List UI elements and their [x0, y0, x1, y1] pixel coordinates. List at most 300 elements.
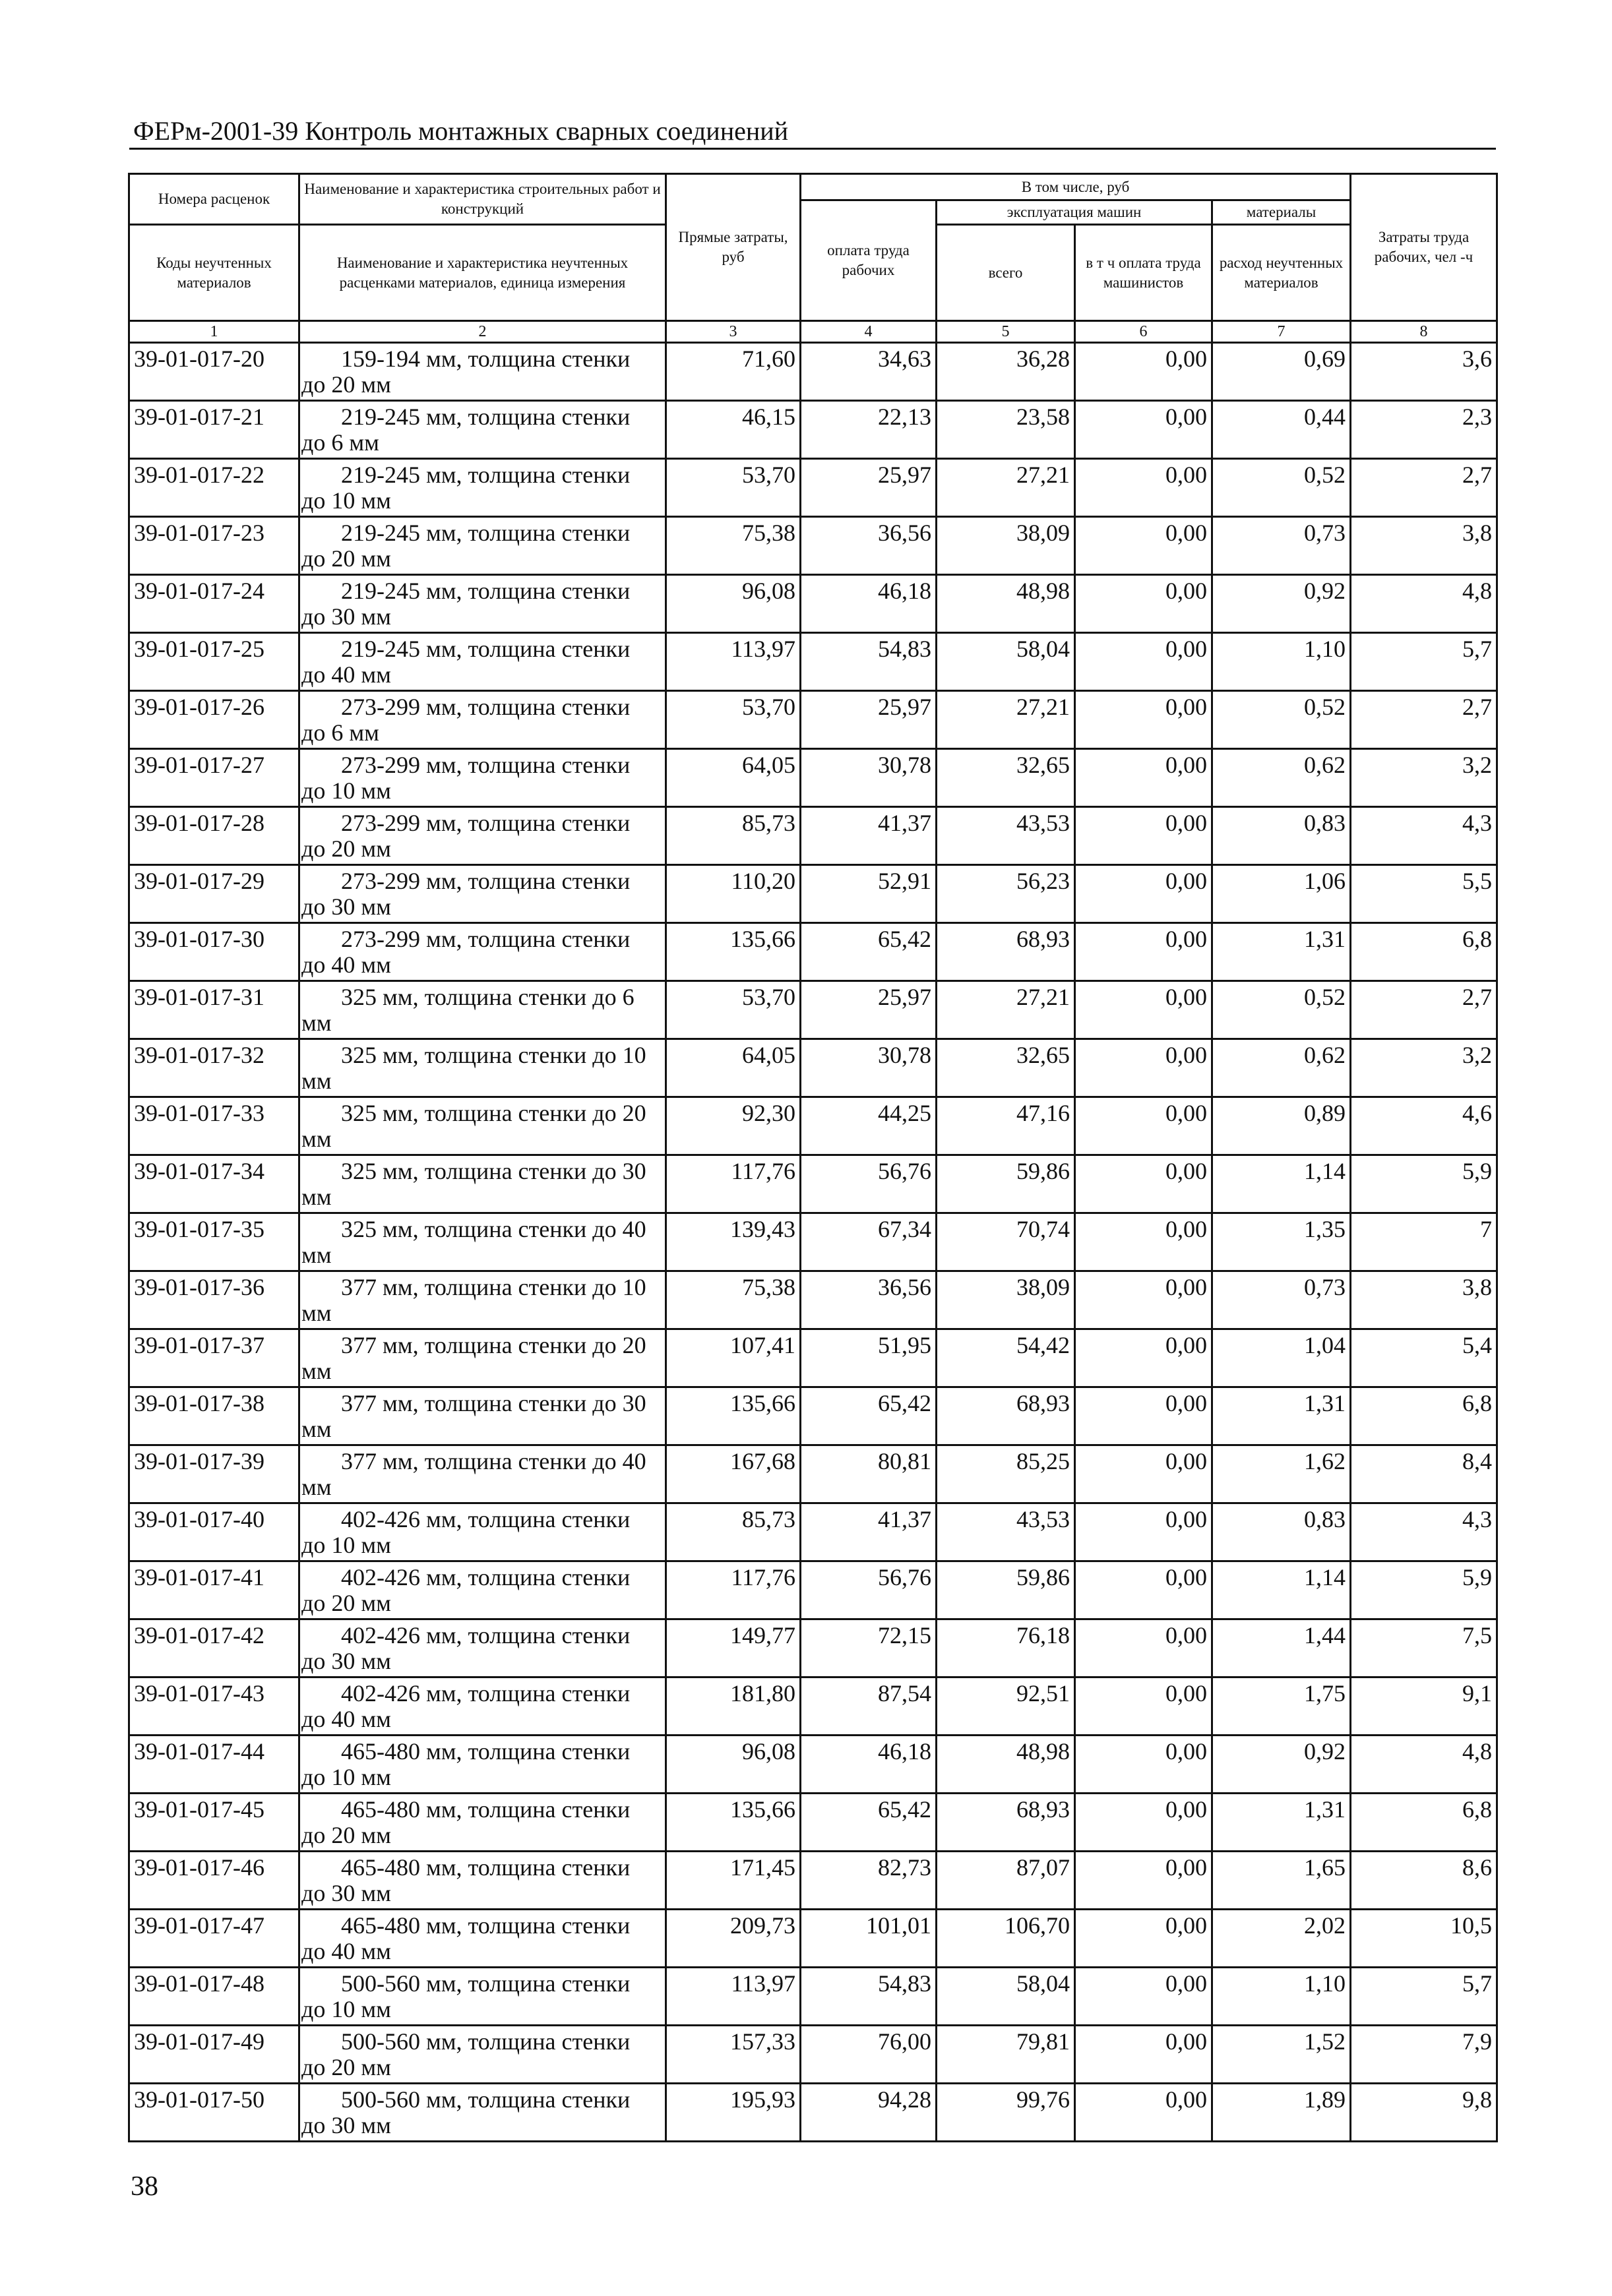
labor-pay-value: 54,83 — [801, 633, 937, 691]
materials-value: 1,14 — [1212, 1155, 1351, 1213]
work-description-line-1: 402-426 мм, толщина стенки — [341, 1680, 631, 1707]
labor-hours-value: 10,5 — [1351, 1910, 1497, 1968]
rate-code: 39-01-017-30 — [129, 923, 299, 981]
work-description-line-1: 377 мм, толщина стенки до 40 — [341, 1448, 646, 1474]
materials-value: 0,83 — [1212, 1503, 1351, 1561]
page-header — [129, 113, 1496, 150]
machines-total-value: 47,16 — [937, 1097, 1075, 1155]
materials-value: 1,52 — [1212, 2026, 1351, 2084]
work-description-line-2: до 6 мм — [301, 429, 379, 456]
table-row — [129, 1736, 1497, 1794]
work-description-line-1: 402-426 мм, толщина стенки — [341, 1564, 631, 1590]
page-title: ФЕРм-2001-39 Контроль монтажных сварных соединений — [133, 116, 789, 146]
rate-code: 39-01-017-49 — [129, 2026, 299, 2084]
materials-value: 0,62 — [1212, 1039, 1351, 1097]
header-machines-operators: в т ч оплата труда машинистов — [1075, 225, 1212, 321]
rate-code: 39-01-017-41 — [129, 1561, 299, 1619]
work-description-line-2: до 30 мм — [301, 1648, 391, 1674]
direct-costs-value: 157,33 — [666, 2026, 801, 2084]
machines-total-value: 68,93 — [937, 923, 1075, 981]
materials-value: 0,73 — [1212, 517, 1351, 575]
work-description-line-1: 465-480 мм, толщина стенки — [341, 1854, 631, 1881]
machines-operators-value: 0,00 — [1075, 923, 1212, 981]
direct-costs-value: 53,70 — [666, 981, 801, 1039]
header-including-group: В том числе, руб — [801, 174, 1351, 200]
machines-operators-value: 0,00 — [1075, 691, 1212, 749]
materials-value: 1,35 — [1212, 1213, 1351, 1271]
table-head — [129, 174, 1497, 343]
header-machines-total: всего — [937, 225, 1075, 321]
direct-costs-value: 167,68 — [666, 1445, 801, 1503]
direct-costs-value: 53,70 — [666, 691, 801, 749]
labor-pay-value: 36,56 — [801, 1271, 937, 1329]
direct-costs-value: 64,05 — [666, 749, 801, 807]
rate-code: 39-01-017-34 — [129, 1155, 299, 1213]
machines-operators-value: 0,00 — [1075, 1039, 1212, 1097]
work-description — [299, 633, 666, 691]
machines-total-value: 68,93 — [937, 1794, 1075, 1852]
header-name-top: Наименование и характеристика строительных работ и конструкций — [299, 174, 666, 225]
direct-costs-value: 149,77 — [666, 1619, 801, 1677]
rate-code: 39-01-017-36 — [129, 1271, 299, 1329]
labor-pay-value: 65,42 — [801, 923, 937, 981]
machines-operators-value: 0,00 — [1075, 865, 1212, 923]
machines-total-value: 85,25 — [937, 1445, 1075, 1503]
materials-value: 0,69 — [1212, 343, 1351, 401]
machines-total-value: 38,09 — [937, 517, 1075, 575]
work-description-line-2: до 30 мм — [301, 893, 391, 920]
table-row — [129, 2026, 1497, 2084]
work-description-line-1: 325 мм, толщина стенки до 40 — [341, 1216, 646, 1242]
table-row — [129, 923, 1497, 981]
labor-pay-value: 25,97 — [801, 981, 937, 1039]
work-description-line-1: 402-426 мм, толщина стенки — [341, 1506, 631, 1532]
work-description — [299, 2026, 666, 2084]
machines-total-value: 56,23 — [937, 865, 1075, 923]
rate-code: 39-01-017-20 — [129, 343, 299, 401]
machines-total-value: 38,09 — [937, 1271, 1075, 1329]
machines-operators-value: 0,00 — [1075, 1852, 1212, 1910]
labor-hours-value: 5,7 — [1351, 633, 1497, 691]
work-description-line-2: мм — [301, 1416, 332, 1442]
direct-costs-value: 117,76 — [666, 1155, 801, 1213]
work-description — [299, 1677, 666, 1736]
machines-operators-value: 0,00 — [1075, 1503, 1212, 1561]
work-description — [299, 1910, 666, 1968]
work-description-line-2: до 10 мм — [301, 1996, 391, 2022]
work-description — [299, 1213, 666, 1271]
column-numbers-row — [129, 321, 1497, 343]
machines-total-value: 27,21 — [937, 981, 1075, 1039]
materials-value: 1,31 — [1212, 923, 1351, 981]
materials-value: 0,52 — [1212, 459, 1351, 517]
table-body — [129, 343, 1497, 2142]
machines-operators-value: 0,00 — [1075, 633, 1212, 691]
table-row — [129, 1503, 1497, 1561]
work-description-line-1: 219-245 мм, толщина стенки — [341, 578, 631, 604]
machines-total-value: 23,58 — [937, 401, 1075, 459]
direct-costs-value: 135,66 — [666, 1387, 801, 1445]
machines-total-value: 76,18 — [937, 1619, 1075, 1677]
labor-hours-value: 7,5 — [1351, 1619, 1497, 1677]
column-number: 4 — [801, 321, 937, 343]
machines-operators-value: 0,00 — [1075, 2084, 1212, 2142]
header-direct-costs: Прямые затраты, руб — [666, 174, 801, 321]
direct-costs-value: 135,66 — [666, 1794, 801, 1852]
direct-costs-value: 107,41 — [666, 1329, 801, 1387]
table-row — [129, 517, 1497, 575]
materials-value: 1,31 — [1212, 1387, 1351, 1445]
labor-hours-value: 7 — [1351, 1213, 1497, 1271]
header-materials-unaccounted: расход неучтенных материалов — [1212, 225, 1351, 321]
labor-hours-value: 6,8 — [1351, 923, 1497, 981]
work-description-line-1: 325 мм, толщина стенки до 20 — [341, 1100, 646, 1126]
rate-code: 39-01-017-26 — [129, 691, 299, 749]
work-description — [299, 1968, 666, 2026]
work-description-line-1: 377 мм, толщина стенки до 10 — [341, 1274, 646, 1300]
column-number: 2 — [299, 321, 666, 343]
direct-costs-value: 46,15 — [666, 401, 801, 459]
machines-operators-value: 0,00 — [1075, 749, 1212, 807]
column-number: 3 — [666, 321, 801, 343]
work-description-line-2: до 20 мм — [301, 1822, 391, 1848]
work-description — [299, 1794, 666, 1852]
work-description-line-1: 500-560 мм, толщина стенки — [341, 2028, 631, 2055]
work-description-line-1: 465-480 мм, толщина стенки — [341, 1738, 631, 1765]
machines-total-value: 32,65 — [937, 749, 1075, 807]
work-description-line-2: до 10 мм — [301, 1532, 391, 1558]
work-description-line-2: до 40 мм — [301, 1706, 391, 1732]
labor-pay-value: 41,37 — [801, 807, 937, 865]
work-description-line-2: мм — [301, 1010, 332, 1036]
direct-costs-value: 171,45 — [666, 1852, 801, 1910]
materials-value: 2,02 — [1212, 1910, 1351, 1968]
labor-hours-value: 4,6 — [1351, 1097, 1497, 1155]
machines-operators-value: 0,00 — [1075, 1619, 1212, 1677]
work-description-line-2: до 10 мм — [301, 1764, 391, 1790]
work-description — [299, 1445, 666, 1503]
work-description — [299, 749, 666, 807]
labor-pay-value: 30,78 — [801, 749, 937, 807]
materials-value: 1,89 — [1212, 2084, 1351, 2142]
work-description — [299, 1503, 666, 1561]
labor-pay-value: 80,81 — [801, 1445, 937, 1503]
rate-code: 39-01-017-40 — [129, 1503, 299, 1561]
work-description — [299, 401, 666, 459]
work-description-line-2: до 20 мм — [301, 1590, 391, 1616]
table-row — [129, 1329, 1497, 1387]
labor-hours-value: 3,2 — [1351, 749, 1497, 807]
materials-value: 0,83 — [1212, 807, 1351, 865]
header-materials-group: материалы — [1212, 200, 1351, 225]
work-description-line-1: 500-560 мм, толщина стенки — [341, 2086, 631, 2113]
work-description-line-1: 325 мм, толщина стенки до 30 — [341, 1158, 646, 1184]
work-description-line-1: 377 мм, толщина стенки до 30 — [341, 1390, 646, 1416]
machines-total-value: 58,04 — [937, 633, 1075, 691]
direct-costs-value: 113,97 — [666, 633, 801, 691]
labor-pay-value: 82,73 — [801, 1852, 937, 1910]
labor-pay-value: 67,34 — [801, 1213, 937, 1271]
rate-code: 39-01-017-42 — [129, 1619, 299, 1677]
labor-pay-value: 54,83 — [801, 1968, 937, 2026]
work-description-line-2: до 40 мм — [301, 1938, 391, 1964]
work-description-line-1: 500-560 мм, толщина стенки — [341, 1970, 631, 1997]
direct-costs-value: 117,76 — [666, 1561, 801, 1619]
work-description-line-1: 159-194 мм, толщина стенки — [341, 346, 631, 372]
rate-code: 39-01-017-48 — [129, 1968, 299, 2026]
rate-code: 39-01-017-32 — [129, 1039, 299, 1097]
table-row — [129, 1213, 1497, 1271]
table-row — [129, 1271, 1497, 1329]
machines-operators-value: 0,00 — [1075, 1097, 1212, 1155]
rate-code: 39-01-017-44 — [129, 1736, 299, 1794]
rate-code: 39-01-017-31 — [129, 981, 299, 1039]
table-row — [129, 1387, 1497, 1445]
work-description-line-2: до 10 мм — [301, 777, 391, 804]
machines-total-value: 48,98 — [937, 1736, 1075, 1794]
work-description-line-1: 273-299 мм, толщина стенки — [341, 810, 631, 836]
direct-costs-value: 75,38 — [666, 1271, 801, 1329]
machines-operators-value: 0,00 — [1075, 1445, 1212, 1503]
rates-table — [128, 173, 1498, 2142]
table-row — [129, 1794, 1497, 1852]
column-number: 7 — [1212, 321, 1351, 343]
rate-code: 39-01-017-33 — [129, 1097, 299, 1155]
work-description-line-1: 273-299 мм, толщина стенки — [341, 868, 631, 894]
table-row — [129, 1968, 1497, 2026]
materials-value: 0,92 — [1212, 575, 1351, 633]
materials-value: 0,92 — [1212, 1736, 1351, 1794]
work-description — [299, 691, 666, 749]
table-row — [129, 1445, 1497, 1503]
work-description-line-1: 465-480 мм, толщина стенки — [341, 1912, 631, 1939]
work-description-line-2: до 30 мм — [301, 1880, 391, 1906]
machines-total-value: 92,51 — [937, 1677, 1075, 1736]
labor-hours-value: 8,4 — [1351, 1445, 1497, 1503]
work-description-line-2: до 30 мм — [301, 2112, 391, 2138]
rate-code: 39-01-017-39 — [129, 1445, 299, 1503]
machines-operators-value: 0,00 — [1075, 1910, 1212, 1968]
machines-operators-value: 0,00 — [1075, 1155, 1212, 1213]
header-name-bottom: Наименование и характеристика неучтенных расценками материалов, единица измерения — [299, 225, 666, 321]
materials-value: 1,10 — [1212, 633, 1351, 691]
table-row — [129, 2084, 1497, 2142]
rate-code: 39-01-017-25 — [129, 633, 299, 691]
labor-hours-value: 8,6 — [1351, 1852, 1497, 1910]
machines-total-value: 59,86 — [937, 1561, 1075, 1619]
machines-operators-value: 0,00 — [1075, 1329, 1212, 1387]
labor-hours-value: 7,9 — [1351, 2026, 1497, 2084]
rate-code: 39-01-017-46 — [129, 1852, 299, 1910]
machines-operators-value: 0,00 — [1075, 459, 1212, 517]
work-description — [299, 1039, 666, 1097]
labor-hours-value: 6,8 — [1351, 1387, 1497, 1445]
header-machines-group: эксплуатация машин — [937, 200, 1212, 225]
work-description-line-2: до 30 мм — [301, 603, 391, 630]
labor-pay-value: 46,18 — [801, 575, 937, 633]
table-row — [129, 1097, 1497, 1155]
rate-code: 39-01-017-29 — [129, 865, 299, 923]
direct-costs-value: 110,20 — [666, 865, 801, 923]
machines-total-value: 68,93 — [937, 1387, 1075, 1445]
labor-hours-value: 5,7 — [1351, 1968, 1497, 2026]
work-description-line-2: до 20 мм — [301, 2054, 391, 2080]
labor-pay-value: 65,42 — [801, 1794, 937, 1852]
labor-hours-value: 5,4 — [1351, 1329, 1497, 1387]
work-description — [299, 1852, 666, 1910]
work-description — [299, 1097, 666, 1155]
labor-pay-value: 46,18 — [801, 1736, 937, 1794]
work-description-line-2: мм — [301, 1126, 332, 1152]
labor-hours-value: 3,8 — [1351, 1271, 1497, 1329]
labor-pay-value: 41,37 — [801, 1503, 937, 1561]
rate-code: 39-01-017-35 — [129, 1213, 299, 1271]
labor-pay-value: 87,54 — [801, 1677, 937, 1736]
work-description — [299, 1387, 666, 1445]
labor-pay-value: 56,76 — [801, 1155, 937, 1213]
machines-operators-value: 0,00 — [1075, 1387, 1212, 1445]
work-description-line-1: 219-245 мм, толщина стенки — [341, 520, 631, 546]
table-row — [129, 749, 1497, 807]
table-row — [129, 1619, 1497, 1677]
work-description — [299, 865, 666, 923]
table-row — [129, 459, 1497, 517]
labor-hours-value: 5,9 — [1351, 1561, 1497, 1619]
direct-costs-value: 135,66 — [666, 923, 801, 981]
machines-total-value: 79,81 — [937, 2026, 1075, 2084]
labor-hours-value: 3,2 — [1351, 1039, 1497, 1097]
machines-total-value: 70,74 — [937, 1213, 1075, 1271]
rate-code: 39-01-017-23 — [129, 517, 299, 575]
labor-pay-value: 30,78 — [801, 1039, 937, 1097]
rate-code: 39-01-017-38 — [129, 1387, 299, 1445]
materials-value: 0,52 — [1212, 981, 1351, 1039]
machines-operators-value: 0,00 — [1075, 981, 1212, 1039]
work-description-line-2: мм — [301, 1300, 332, 1326]
labor-pay-value: 25,97 — [801, 691, 937, 749]
work-description-line-1: 219-245 мм, толщина стенки — [341, 462, 631, 488]
work-description-line-2: мм — [301, 1068, 332, 1094]
direct-costs-value: 92,30 — [666, 1097, 801, 1155]
direct-costs-value: 139,43 — [666, 1213, 801, 1271]
labor-hours-value: 4,3 — [1351, 1503, 1497, 1561]
machines-operators-value: 0,00 — [1075, 1677, 1212, 1736]
labor-pay-value: 44,25 — [801, 1097, 937, 1155]
labor-hours-value: 9,1 — [1351, 1677, 1497, 1736]
header-code-bottom: Коды неучтенных материалов — [129, 225, 299, 321]
rate-code: 39-01-017-43 — [129, 1677, 299, 1736]
work-description — [299, 575, 666, 633]
materials-value: 1,44 — [1212, 1619, 1351, 1677]
rate-code: 39-01-017-22 — [129, 459, 299, 517]
labor-pay-value: 72,15 — [801, 1619, 937, 1677]
labor-hours-value: 4,8 — [1351, 1736, 1497, 1794]
machines-total-value: 43,53 — [937, 807, 1075, 865]
work-description-line-1: 273-299 мм, толщина стенки — [341, 694, 631, 720]
work-description-line-2: до 6 мм — [301, 719, 379, 746]
labor-hours-value: 2,7 — [1351, 459, 1497, 517]
machines-operators-value: 0,00 — [1075, 1213, 1212, 1271]
work-description-line-1: 325 мм, толщина стенки до 10 — [341, 1042, 646, 1068]
work-description — [299, 981, 666, 1039]
table-row — [129, 1677, 1497, 1736]
work-description — [299, 807, 666, 865]
materials-value: 1,04 — [1212, 1329, 1351, 1387]
machines-total-value: 106,70 — [937, 1910, 1075, 1968]
column-number: 8 — [1351, 321, 1497, 343]
labor-hours-value: 3,8 — [1351, 517, 1497, 575]
work-description-line-1: 219-245 мм, толщина стенки — [341, 636, 631, 662]
direct-costs-value: 96,08 — [666, 575, 801, 633]
machines-operators-value: 0,00 — [1075, 1561, 1212, 1619]
work-description — [299, 923, 666, 981]
table-row — [129, 633, 1497, 691]
machines-total-value: 54,42 — [937, 1329, 1075, 1387]
work-description-line-2: до 20 мм — [301, 371, 391, 398]
machines-operators-value: 0,00 — [1075, 807, 1212, 865]
work-description — [299, 1561, 666, 1619]
labor-hours-value: 5,5 — [1351, 865, 1497, 923]
work-description-line-2: мм — [301, 1242, 332, 1268]
machines-operators-value: 0,00 — [1075, 401, 1212, 459]
machines-operators-value: 0,00 — [1075, 1794, 1212, 1852]
labor-hours-value: 2,3 — [1351, 401, 1497, 459]
labor-pay-value: 101,01 — [801, 1910, 937, 1968]
rate-code: 39-01-017-28 — [129, 807, 299, 865]
materials-value: 0,73 — [1212, 1271, 1351, 1329]
labor-hours-value: 6,8 — [1351, 1794, 1497, 1852]
direct-costs-value: 75,38 — [666, 517, 801, 575]
labor-hours-value: 2,7 — [1351, 981, 1497, 1039]
table-row — [129, 865, 1497, 923]
direct-costs-value: 53,70 — [666, 459, 801, 517]
machines-total-value: 27,21 — [937, 691, 1075, 749]
rate-code: 39-01-017-21 — [129, 401, 299, 459]
direct-costs-value: 85,73 — [666, 1503, 801, 1561]
work-description-line-2: до 20 мм — [301, 545, 391, 572]
column-number: 5 — [937, 321, 1075, 343]
work-description — [299, 1271, 666, 1329]
machines-operators-value: 0,00 — [1075, 575, 1212, 633]
machines-total-value: 58,04 — [937, 1968, 1075, 2026]
work-description — [299, 1736, 666, 1794]
table-row — [129, 1561, 1497, 1619]
header-code-top: Номера расценок — [129, 174, 299, 225]
labor-hours-value: 9,8 — [1351, 2084, 1497, 2142]
work-description-line-2: мм — [301, 1184, 332, 1210]
table-row — [129, 691, 1497, 749]
table-row — [129, 981, 1497, 1039]
work-description — [299, 1329, 666, 1387]
materials-value: 0,89 — [1212, 1097, 1351, 1155]
work-description-line-1: 377 мм, толщина стенки до 20 — [341, 1332, 646, 1358]
labor-pay-value: 76,00 — [801, 2026, 937, 2084]
labor-pay-value: 25,97 — [801, 459, 937, 517]
table-row — [129, 1039, 1497, 1097]
rate-code: 39-01-017-24 — [129, 575, 299, 633]
labor-pay-value: 94,28 — [801, 2084, 937, 2142]
work-description-line-2: до 40 мм — [301, 952, 391, 978]
work-description — [299, 517, 666, 575]
direct-costs-value: 181,80 — [666, 1677, 801, 1736]
work-description-line-2: мм — [301, 1474, 332, 1500]
machines-operators-value: 0,00 — [1075, 1736, 1212, 1794]
table-row — [129, 1910, 1497, 1968]
table-row — [129, 343, 1497, 401]
header-labor-pay: оплата труда рабочих — [801, 200, 937, 321]
column-number: 1 — [129, 321, 299, 343]
work-description-line-2: до 20 мм — [301, 835, 391, 862]
